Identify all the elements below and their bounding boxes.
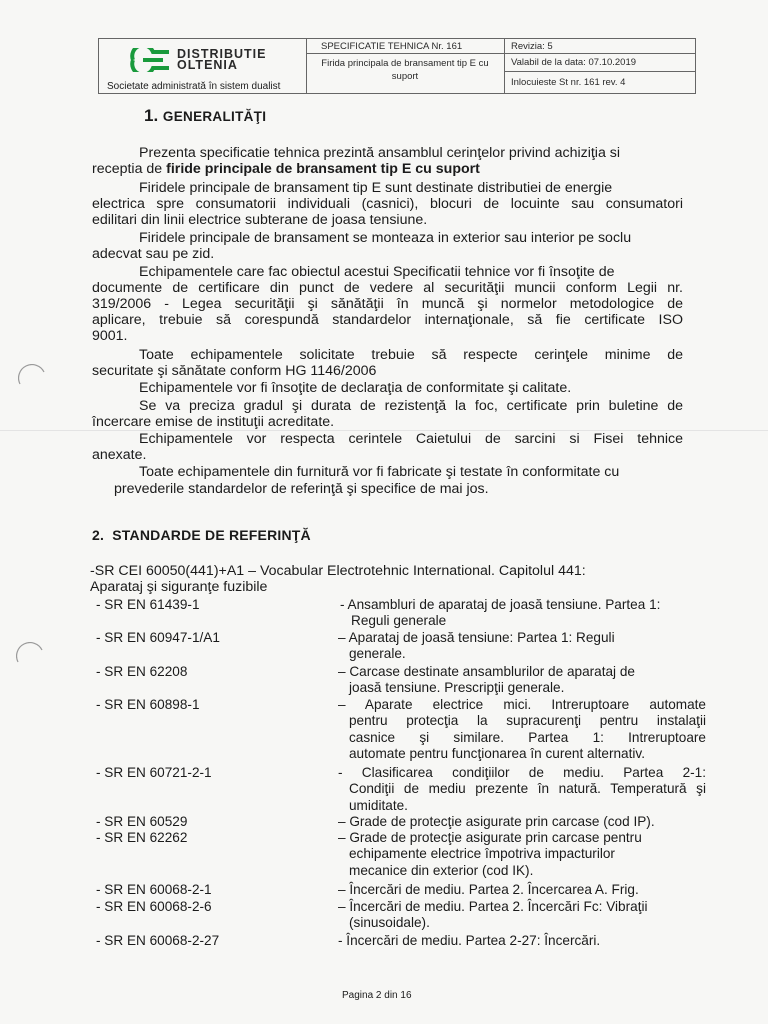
page-number: Pagina 2 din 16 [342, 990, 412, 1001]
body-text: receptia de [92, 161, 167, 177]
standards-intro-line1: -SR CEI 60050(441)+A1 – Vocabular Electrotehnic International. Capitolul 441: [90, 563, 586, 579]
section-1-heading [144, 106, 266, 126]
standard-description: mecanice din exterior (cod IK). [349, 862, 534, 878]
body-line: 9001. [92, 328, 128, 344]
body-line: 319/2006 - Legea securităţii şi sănătăţii în muncă şi normelor metodologice de [92, 296, 683, 312]
body-line: documente de certificare din punct de vedere al securităţii muncii conform Legii nr. [92, 280, 683, 296]
standard-code: - SR EN 60068-2-1 [96, 882, 212, 897]
standard-description: – Grade de protecţie asigurate prin carcase (cod IP). [338, 814, 655, 829]
standard-description: - Clasificarea condiţiilor de mediu. Partea 2-1: [338, 765, 706, 780]
punch-hole-mark [18, 364, 46, 388]
body-line: Echipamentele vor respecta cerintele Caietului de sarcini si Fisei tehnice [139, 431, 683, 447]
standard-code: - SR EN 60068-2-6 [96, 899, 212, 914]
replaces: Inlocuieste St nr. 161 rev. 4 [511, 77, 626, 88]
body-line: Firidele principale de bransament se monteaza in exterior sau interior pe soclu [139, 230, 632, 246]
section-2-heading [92, 527, 311, 543]
standard-description: Reguli generale [351, 613, 447, 629]
revision: Revizia: 5 [511, 41, 553, 52]
body-line: încercare emise de instituţii acreditate. [92, 414, 335, 430]
standard-description: - Ansambluri de aparataj de joasă tensiune. Partea 1: [340, 597, 661, 612]
standard-description: pentru protecţia la supracurenţi pentru instalaţii [349, 713, 706, 729]
logo-text-line1: DISTRIBUTIE [177, 47, 267, 61]
standard-description: - Încercări de mediu. Partea 2-27: Încercări. [338, 933, 601, 948]
standard-description: – Grade de protecţie asigurate prin carcase pentru [338, 830, 642, 845]
standard-description: automate pentru funcţionarea în curent alternativ. [349, 745, 645, 761]
standard-description: joasă tensiune. Prescripţii generale. [349, 680, 565, 696]
body-line: edilitari din linii electrice subterane de joasa tensiune. [92, 212, 428, 228]
standard-description: – Carcase destinate ansamblurilor de aparataj de [338, 664, 635, 679]
body-line: anexate. [92, 447, 147, 463]
company-subtitle: Societate administrată în sistem dualist [107, 81, 281, 92]
valid-from: Valabil de la data: 07.10.2019 [511, 57, 637, 68]
body-line: aplicare, trebuie să corespundă standardelor internaţionale, să fie certificate ISO [92, 312, 683, 328]
body-line: Echipamentele vor fi însoţite de declaraţia de conformitate şi calitate. [139, 380, 572, 396]
standard-description: – Încercări de mediu. Partea 2. Încercarea A. Frig. [338, 882, 639, 897]
standard-code: - SR EN 60721-2-1 [96, 765, 212, 780]
section-2-number: 2. [92, 527, 105, 543]
body-line: Toate echipamentele solicitate trebuie să respecte cerinţele minime de [139, 347, 683, 363]
standard-code: - SR EN 61439-1 [96, 597, 200, 612]
body-line: securitate şi sănătate conform HG 1146/2006 [92, 363, 377, 379]
punch-hole-mark [16, 642, 44, 666]
spec-title: SPECIFICATIE TEHNICA Nr. 161 [321, 41, 463, 52]
body-line: electrica spre consumatorii individuali (casnici), blocuri de locuinte sau consumatori [92, 196, 683, 212]
spec-subject: Firida principala de bransament tip E cu suport [321, 58, 489, 82]
standard-description: echipamente electrice împotriva impacturilor [349, 846, 615, 862]
standard-code: - SR EN 60898-1 [96, 697, 200, 712]
body-line: prevederile standardelor de referinţă şi specifice de mai jos. [114, 481, 489, 497]
standard-description: generale. [349, 646, 406, 662]
standard-description: Condiţii de mediu prezente în natură. Temperatură şi [349, 781, 706, 797]
standard-description: (sinusoidale). [349, 915, 430, 931]
standards-intro-line2: Aparataj şi siguranţe fuzibile [90, 579, 268, 595]
body-line: Firidele principale de bransament tip E sunt destinate distributiei de energie [139, 180, 613, 196]
body-line: Se va preciza gradul şi durata de rezistenţă la foc, certificate prin buletine de [139, 398, 683, 414]
standard-description: – Aparataj de joasă tensiune: Partea 1: Reguli [338, 630, 615, 645]
standard-description: umiditate. [349, 797, 408, 813]
logo-text-line2: OLTENIA [177, 58, 238, 72]
product-name-bold: firide principale de bransament tip E cu suport [166, 161, 480, 177]
body-line: Toate echipamentele din furnitură vor fi fabricate şi testate în conformitate cu [139, 464, 620, 480]
section-1-title: GENERALITĂŢI [162, 109, 267, 124]
document-header [98, 38, 696, 94]
standard-code: - SR EN 62262 [96, 830, 188, 845]
company-logo-icon [129, 48, 173, 72]
body-line: adecvat sau pe zid. [92, 246, 215, 262]
standard-description: – Aparate electrice mici. Intreruptoare automate [338, 697, 706, 712]
section-2-title: STANDARDE DE REFERINŢĂ [112, 527, 311, 543]
standard-description: casnice şi similare. Partea 1: Intreruptoare [349, 729, 706, 745]
body-line: Echipamentele care fac obiectul acestui Specificatii tehnice vor fi însoţite de [139, 264, 615, 280]
body-line [92, 161, 480, 177]
body-line: Prezenta specificatie tehnica prezintă ansamblul cerinţelor privind achiziţia si [139, 145, 621, 161]
standard-code: - SR EN 60068-2-27 [96, 933, 220, 948]
standard-description: – Încercări de mediu. Partea 2. Încercări Fc: Vibraţii [338, 899, 648, 914]
standard-code: - SR EN 60529 [96, 814, 188, 829]
standard-code: - SR EN 62208 [96, 664, 188, 679]
section-1-number: 1. [144, 106, 159, 125]
company-logo [129, 48, 289, 72]
scan-fold-line [0, 430, 768, 431]
standard-code: - SR EN 60947-1/A1 [96, 630, 220, 645]
